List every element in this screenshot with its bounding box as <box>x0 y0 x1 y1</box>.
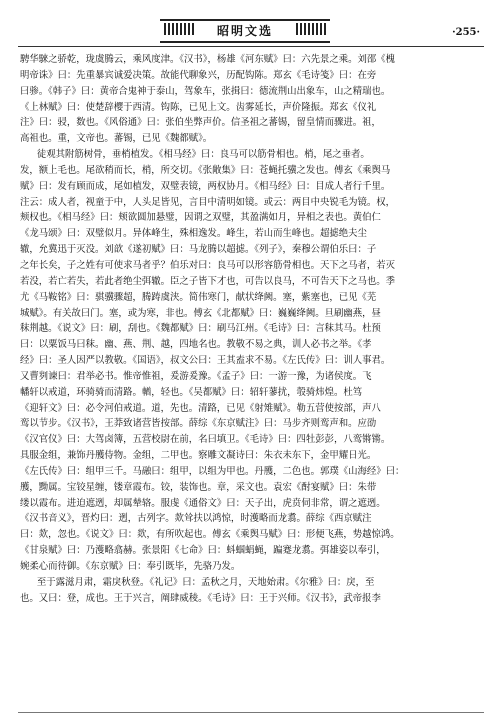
body-text <box>20 52 484 607</box>
book-title: 昭明文选 <box>216 24 273 38</box>
header-rule <box>18 46 484 47</box>
text-line: 《甘泉赋》曰：乃濩略翕赫。张景阳《七命》曰：蚪蝈蜎蝇，蹁蹇龙翥。弭雄姿以奉引， <box>20 545 386 557</box>
text-line: 又曹刿谏曰：君举必书。惟帝惟祖，爰游爰豫。《孟子》曰：一游一豫，为诸侯度。飞 <box>20 370 372 382</box>
text-line: 尤《马鞍铭》曰：骐骥骤超，腾踌虞浃。简伟寒门，献状绛阙。塞，紫塞也，已见《芜 <box>20 291 377 303</box>
text-line: 注》曰：骎，数也。《风俗通》曰：张伯坐弊声价。信圣祖之蕃锡，留皇情而骤进。祖， <box>20 117 381 129</box>
text-line: 高祖也。重，文帝也。蕃锡，已见《魏都赋》。 <box>20 133 213 145</box>
text-line: 《迎轩文》曰：必令河伯戒道。道，先也。清路，已见《射雉赋》。勒五营使按部，声八 <box>20 402 381 414</box>
running-header <box>10 10 490 46</box>
text-line: 注云：成人者，视童于中，人头足皆见，言目中清明如镜。或云：两目中央锐毛为镜。权， <box>20 196 396 208</box>
text-line: 城赋》。有关故曰门。塞，或为寒，非也。傅玄《北都赋》曰：巍巍绛阙。旦刷幽燕，昼 <box>20 307 381 319</box>
text-line: 至于露滋月肃，霜戾秋登。《礼记》曰：孟秋之月，天地始肃。《尔雅》曰：戾，至 <box>36 576 375 588</box>
page-number: ·255· <box>452 27 480 38</box>
header-ornament-band <box>160 19 330 43</box>
text-line: 之年长矣，子之姓有可使求马者乎？伯乐对曰：良马可以形容筋骨相也。天下之马者，若灭 <box>20 259 396 271</box>
text-line: 曰：以粟饭马曰秣。幽、燕、荆、越，四地名也。教敬不易之典，训人必书之举。《孝 <box>20 339 372 351</box>
text-line: 辙，允冀迅于灭没。刘歆《遂初赋》曰：马龙腾以超摅。《列子》，秦穆公谓伯乐曰：子 <box>20 244 377 256</box>
text-line: 《上林赋》曰：使楚辞樱于西清。钩陈，已见上文。齿雾延长，声价隆振。郑玄《仪礼 <box>20 101 377 113</box>
text-line: 秣荆越。《说文》曰：刷，刮也。《魏都赋》曰：刷马江州。《毛诗》曰：言秣其马。杜预 <box>20 323 381 335</box>
text-line: 《龙马颂》曰：双璧似月。异体峰生，殊相逸发。峰生，若山而生峰也。超摅绝夫尘 <box>20 228 367 240</box>
text-line: 轓轩以戒道，环骑骑而清路。輶，轻也。《吴都赋》曰：轺轩蓼扰，彀骑炜煌。杜笃 <box>20 386 363 398</box>
text-line: 经》曰：圣人因严以教敬。《国语》，叔文公曰：王其盍求不易。《左氏传》曰：训人事君。 <box>20 355 391 367</box>
text-line: 赋》曰：发有顾而成，尾如植发，双璧表镜，两权协月。《相马经》曰：目成人者行千里。 <box>20 180 391 192</box>
text-line: 缕以霞布。进迫遮迾，却属辇辂。服虔《通俗文》曰：天子出，虎贲伺非常，谓之遮迾。 <box>20 497 386 509</box>
text-line: 《左氏传》曰：组甲三千。马融曰：组甲，以组为甲也。丹雘，二色也。郭璞《山海经》曰： <box>20 465 405 477</box>
footer-rule <box>18 712 484 713</box>
text-line: 《汉书音义》，晋灼曰：迾，古列字。欻耸扶以鸿惊，时濩略而龙翥。薛综《西京赋注 <box>20 513 372 525</box>
text-line: 具服金组，兼饰丹雘侍物。金组，二甲也。察雕文凝诗曰：朱衣未东下，金甲耀日光。 <box>20 450 377 462</box>
text-line: 明帝诛》曰：先重暴宾诚爱决策。故能代聊象兴，历配钩陈。郑玄《毛诗笺》曰：在旁 <box>20 69 377 81</box>
text-line: 曰：欻，忽也。《说文》曰：欻，有所吹起也。傅玄《乘舆马赋》曰：形便飞燕，势越惊鸿。 <box>20 529 400 541</box>
text-line: 鸾以节步。《汉书》，王莽致诸营皆按部。薛综《东京赋注》曰：马步齐则鸾声和。应劭 <box>20 418 377 430</box>
text-line: 雘，黝属。宝铰星缠，镂章霞布。铰，装饰也。章，采文也。袁宏《酎宴赋》曰：朱带 <box>20 481 377 493</box>
text-line: 颊权也。《相马经》曰：颊欲圆加悬璧，因谓之双璧，其盈满如月，异相之表也。黄伯仁 <box>20 212 381 224</box>
text-line: 《汉官仪》曰：大驾卤簿，五营校尉在前，名曰填卫。《毛诗》曰：四牡彭彭，八鸾锵锵。 <box>20 434 391 446</box>
text-line: 也。又曰：登，成也。王于兴言，阐肆威稜。《毛诗》曰：王于兴师。《汉书》，武帝报李 <box>20 592 381 604</box>
text-line: 婉柔心而待御。《东京赋》曰：奉引既毕，先骆乃发。 <box>20 561 241 572</box>
text-line: 若没，若亡若失，若此者绝尘弭辙。臣之子皆下才也，可告以良马，不可告天下之马也。季 <box>20 275 396 287</box>
text-line: 发，额上毛也。尾欲稍而长，梢，所交切。《张敞集》曰：苍蝇托骥之发也。傅玄《乘舆马 <box>20 164 391 176</box>
text-line: 徒观其附筋树骨，垂梢植发。《相马经》曰：良马可以筋骨相也。梢，尾之垂者。 <box>36 149 370 161</box>
text-line: 騁华騋之骄乾，珑虞腾云，乘风度津。《汉书》，杨雄《河东赋》曰：六先景之乘。刘邵《槐 <box>20 54 395 65</box>
text-line: 曰骖。《韩子》曰：黄帝合鬼神于泰山，驾象车，张揖曰：德流荆山出象车，山之精瑞也。 <box>20 85 391 97</box>
